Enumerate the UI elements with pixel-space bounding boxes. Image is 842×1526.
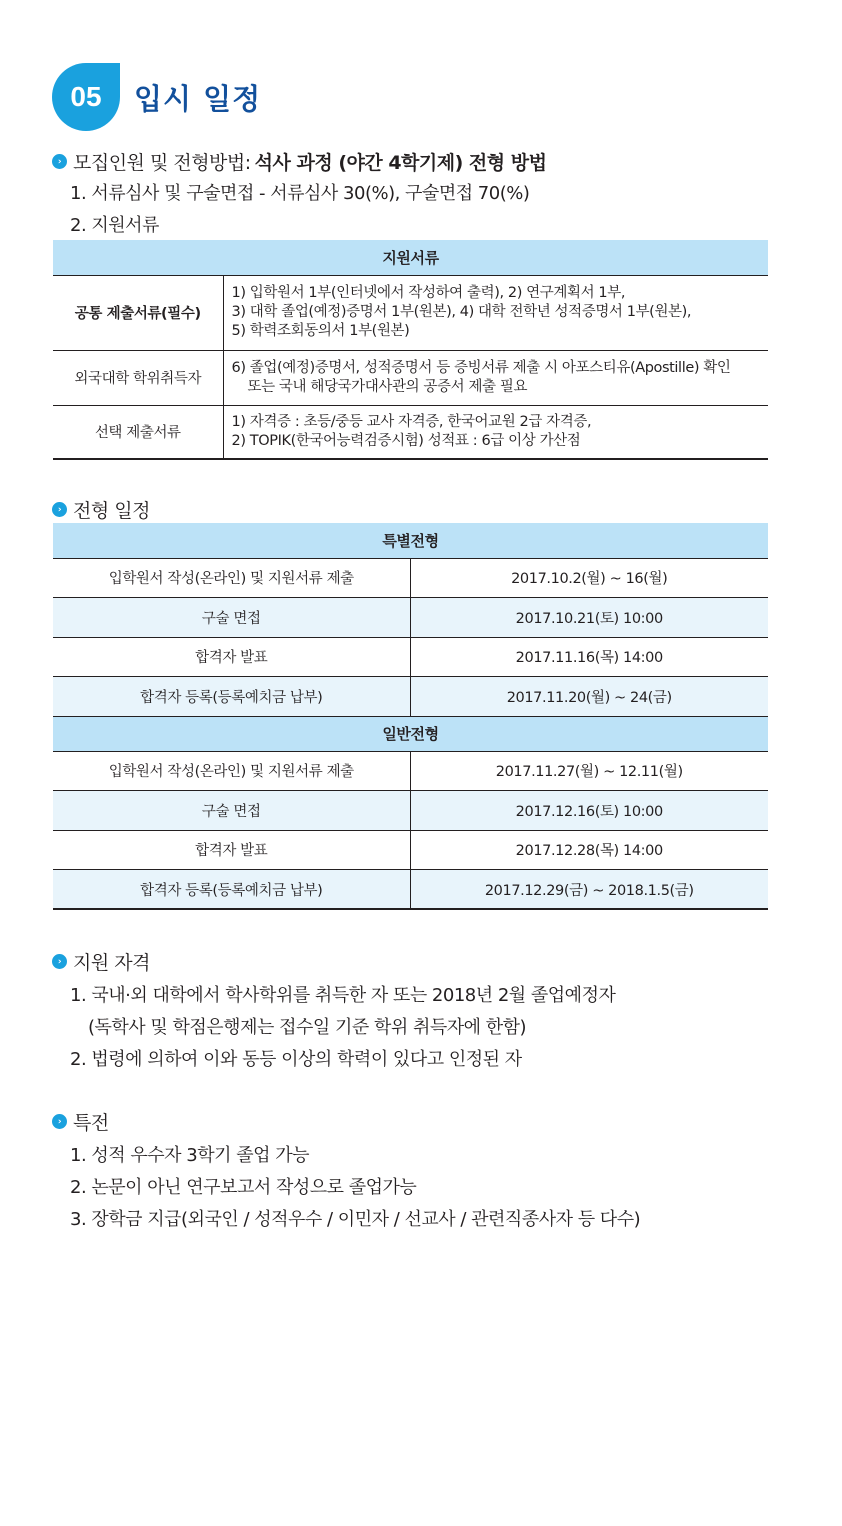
- row-label: 선택 제출서류: [53, 405, 223, 459]
- schedule-item: 합격자 발표: [53, 830, 410, 870]
- heading-text: 지원 자격: [73, 952, 150, 974]
- special-admission-header: 특별전형: [53, 523, 768, 558]
- chevron-right-circle-icon: ›: [52, 502, 67, 517]
- documents-table: [53, 240, 768, 460]
- schedule-date: 2017.10.21(토) 10:00: [410, 598, 768, 638]
- benefit-line: 1. 성적 우수자 3학기 졸업 가능: [70, 1145, 310, 1166]
- chevron-right-circle-icon: ›: [52, 954, 67, 969]
- schedule-item: 입학원서 작성(온라인) 및 지원서류 제출: [53, 558, 410, 598]
- heading-prefix: 모집인원 및 전형방법:: [73, 152, 251, 174]
- eligibility-line: 2. 법령에 의하여 이와 동등 이상의 학력이 있다고 인정된 자: [70, 1049, 522, 1070]
- section-heading-benefits: [52, 1108, 109, 1135]
- heading-strong: 석사 과정 (야간 4학기제) 전형 방법: [254, 152, 547, 174]
- table-row: [53, 637, 768, 677]
- eligibility-line: 1. 국내·외 대학에서 학사학위를 취득한 자 또는 2018년 2월 졸업예정자: [70, 985, 616, 1006]
- section-heading-schedule: [52, 496, 150, 523]
- table-row: [53, 830, 768, 870]
- row-label: 외국대학 학위취득자: [53, 350, 223, 405]
- schedule-item: 구술 면접: [53, 598, 410, 638]
- row-content: [223, 275, 768, 350]
- heading-text: 특전: [73, 1112, 109, 1134]
- schedule-date: 2017.12.28(목) 14:00: [410, 830, 768, 870]
- section-number-badge: 05: [52, 63, 120, 131]
- chevron-right-circle-icon: ›: [52, 154, 67, 169]
- schedule-date: 2017.11.27(월) ~ 12.11(월): [410, 751, 768, 791]
- row-label: 공통 제출서류(필수): [53, 275, 223, 350]
- schedule-date: 2017.12.29(금) ~ 2018.1.5(금): [410, 870, 768, 910]
- schedule-item: 입학원서 작성(온라인) 및 지원서류 제출: [53, 751, 410, 791]
- page-header: [52, 62, 261, 132]
- eligibility-note: (독학사 및 학점은행제는 접수일 기준 학위 취득자에 한함): [88, 1017, 527, 1038]
- documents-line: 2. 지원서류: [70, 215, 159, 236]
- schedule-item: 합격자 등록(등록예치금 납부): [53, 677, 410, 717]
- table-row: [53, 598, 768, 638]
- table-row: [53, 350, 768, 405]
- row-content: [223, 405, 768, 459]
- benefit-line: 3. 장학금 지급(외국인 / 성적우수 / 이민자 / 선교사 / 관련직종사자 등 다수): [70, 1209, 641, 1230]
- table-row: [53, 791, 768, 831]
- table-row: [53, 405, 768, 459]
- table-row: [53, 558, 768, 598]
- table-row: [53, 751, 768, 791]
- content-line: 또는 국내 해당국가대사관의 공증서 제출 필요: [247, 378, 528, 395]
- content-line: 1) 자격증 : 초등/중등 교사 자격증, 한국어교원 2급 자격증,: [231, 413, 592, 430]
- content-line: 1) 입학원서 1부(인터넷에서 작성하여 출력), 2) 연구계획서 1부,: [231, 285, 626, 301]
- table-row: [53, 677, 768, 717]
- chevron-right-circle-icon: ›: [52, 1114, 67, 1129]
- content-line: 5) 학력조회동의서 1부(원본): [231, 323, 410, 339]
- table-row: [53, 275, 768, 350]
- heading-text: 전형 일정: [73, 500, 150, 522]
- method-line: 1. 서류심사 및 구술면접 - 서류심사 30(%), 구술면접 70(%): [70, 183, 530, 204]
- schedule-item: 합격자 등록(등록예치금 납부): [53, 870, 410, 910]
- content-line: 6) 졸업(예정)증명서, 성적증명서 등 증빙서류 제출 시 아포스티유(Apostille) 확인: [231, 359, 731, 376]
- benefit-line: 2. 논문이 아닌 연구보고서 작성으로 졸업가능: [70, 1177, 417, 1198]
- table-row: [53, 870, 768, 910]
- general-admission-header: 일반전형: [53, 716, 768, 751]
- schedule-item: 구술 면접: [53, 791, 410, 831]
- row-content: [223, 350, 768, 405]
- content-line: 3) 대학 졸업(예정)증명서 1부(원본), 4) 대학 전학년 성적증명서 1부(원본),: [231, 304, 692, 320]
- content-line: 2) TOPIK(한국어능력검증시험) 성적표 : 6급 이상 가산점: [231, 432, 581, 449]
- schedule-item: 합격자 발표: [53, 637, 410, 677]
- section-heading-recruitment: [52, 148, 546, 175]
- section-heading-eligibility: [52, 948, 150, 975]
- schedule-date: 2017.11.20(월) ~ 24(금): [410, 677, 768, 717]
- schedule-date: 2017.11.16(목) 14:00: [410, 637, 768, 677]
- documents-table-header: 지원서류: [53, 240, 768, 275]
- schedule-date: 2017.12.16(토) 10:00: [410, 791, 768, 831]
- schedule-date: 2017.10.2(월) ~ 16(월): [410, 558, 768, 598]
- schedule-table: [53, 523, 768, 910]
- page-title: 입시 일정: [134, 81, 262, 116]
